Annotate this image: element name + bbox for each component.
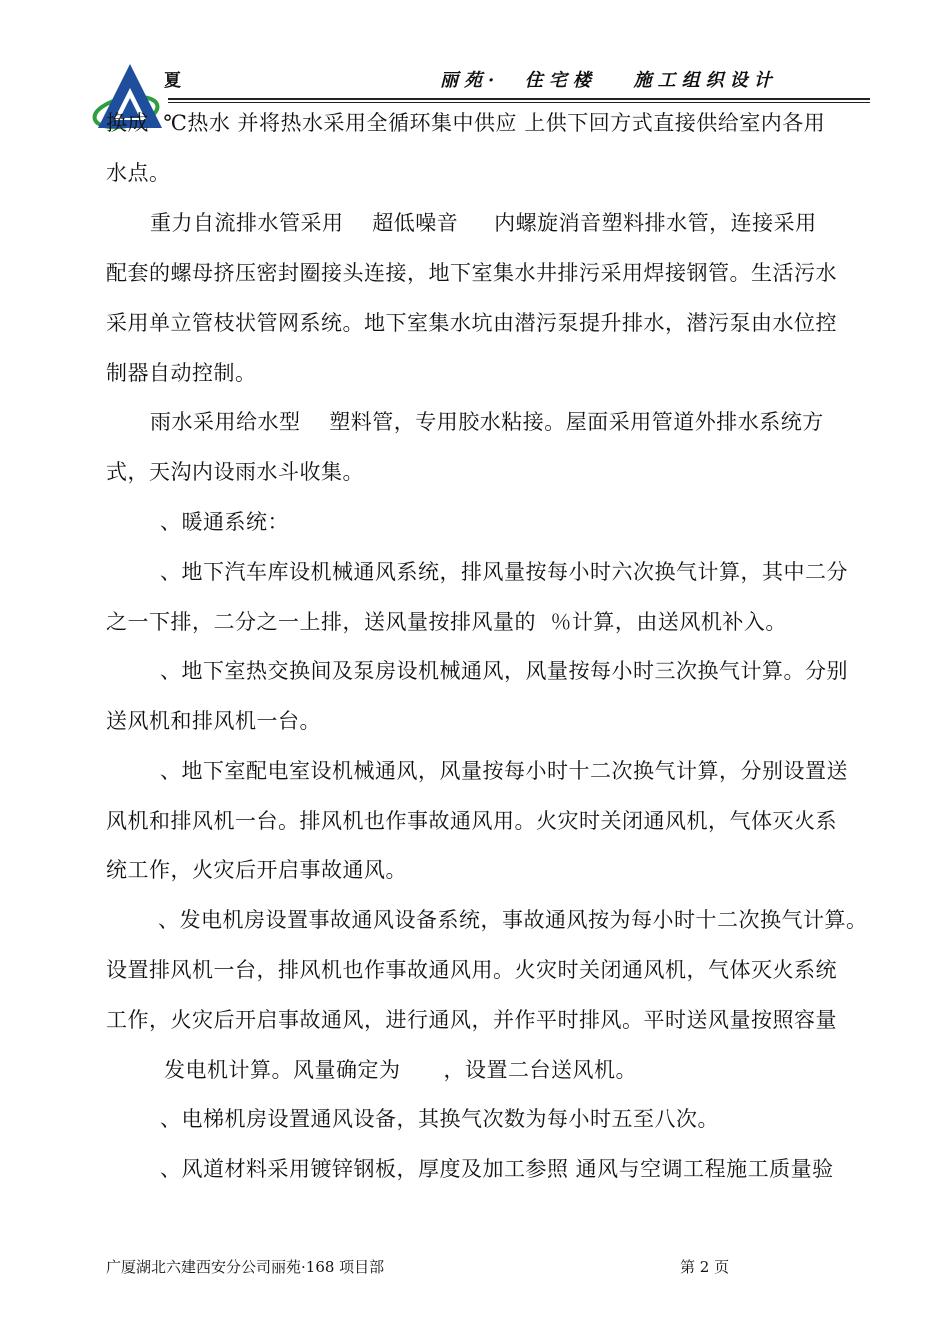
logo-character: 夏 — [164, 71, 181, 91]
text-line: 、地下汽车库设机械通风系统，排风量按每小时六次换气计算，其中二分 — [160, 560, 848, 584]
text-line: 换成 ℃热水 并将热水采用全循环集中供应 上供下回方式直接供给室内各用 — [106, 111, 826, 135]
text-line: 、风道材料采用镀锌钢板，厚度及加工参照 通风与空调工程施工质量验 — [160, 1157, 834, 1181]
text-line: 、地下室热交换间及泵房设机械通风，风量按每小时三次换气计算。分别 — [160, 659, 848, 683]
text-line: 风机和排风机一台。排风机也作事故通风用。火灾时关闭通风机，气体灭火系 — [106, 809, 837, 833]
text-line: 制器自动控制。 — [106, 361, 257, 385]
text-line: 发电机计算。风量确定为 ，设置二台送风机。 — [164, 1058, 638, 1082]
footer-page-number: 第 2 页 — [680, 1258, 730, 1276]
text-line: 送风机和排风机一台。 — [106, 709, 321, 733]
text-line: 工作，火灾后开启事故通风，进行通风，并作平时排风。平时送风量按照容量 — [106, 1008, 837, 1032]
text-line: 采用单立管枝状管网系统。地下室集水坑由潜污泵提升排水，潜污泵由水位控 — [106, 311, 837, 335]
footer-company: 广厦湖北六建西安分公司丽苑·168 项目部 — [106, 1258, 385, 1276]
text-line: 设置排风机一台，排风机也作事故通风用。火灾时关闭通风机，气体灭火系统 — [106, 958, 837, 982]
header-title: 丽苑· 住宅楼 施工组织设计 — [440, 70, 778, 91]
text-line: 统工作，火灾后开启事故通风。 — [106, 858, 407, 882]
text-line: 、发电机房设置事故通风设备系统，事故通风按为每小时十二次换气计算。 — [158, 908, 868, 932]
section-heading: 、暖通系统： — [160, 510, 289, 534]
text-line: 重力自流排水管采用 超低噪音 内螺旋消音塑料排水管，连接采用 — [150, 211, 817, 235]
header-divider-thin — [168, 102, 870, 103]
text-line: 雨水采用给水型 塑料管，专用胶水粘接。屋面采用管道外排水系统方 — [150, 410, 824, 434]
text-line: 、电梯机房设置通风设备，其换气次数为每小时五至八次。 — [160, 1107, 719, 1131]
text-line: 、地下室配电室设机械通风，风量按每小时十二次换气计算，分别设置送 — [160, 759, 848, 783]
header-divider — [168, 98, 870, 100]
text-line: 式，天沟内设雨水斗收集。 — [106, 460, 364, 484]
text-line: 之一下排，二分之一上排，送风量按排风量的 ％计算，由送风机补入。 — [106, 610, 787, 634]
text-line: 配套的螺母挤压密封圈接头连接，地下室集水井排污采用焊接钢管。生活污水 — [106, 261, 837, 285]
text-line: 水点。 — [106, 161, 171, 185]
